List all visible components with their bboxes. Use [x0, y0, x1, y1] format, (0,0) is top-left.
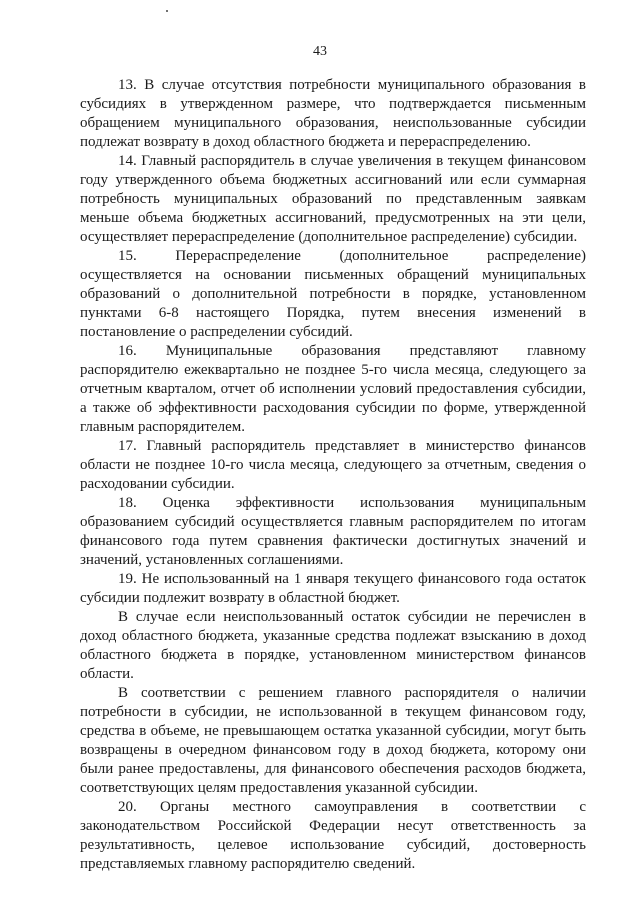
- paragraph-17: 17. Главный распорядитель представляет в министерство финансов области не позднее 10-го числа месяца, следующего за отчетным, сведения о расходовании субсидии.: [80, 438, 586, 492]
- paragraph-20: 20. Органы местного самоуправления в соответствии с законодательством Российской Федерации несут ответственность за результативность, целевое использование субсидий, достоверность представляемых главному распорядителю сведений.: [80, 799, 586, 872]
- scan-speck: [166, 10, 168, 12]
- paragraph-19: 19. Не использованный на 1 января текущего финансового года остаток субсидии подлежит возврату в областной бюджет.: [80, 571, 586, 606]
- paragraph-13: 13. В случае отсутствия потребности муниципального образования в субсидиях в утвержденном размере, что подтверждается письменным обращением муниципального образования, неиспользованные субсидии подлежат возврату в доход областного бюджета и перераспределению.: [80, 77, 586, 150]
- paragraph-14: 14. Главный распорядитель в случае увеличения в текущем финансовом году утвержденного объема бюджетных ассигнований или если суммарная потребность муниципальных образований по представленным заявкам меньше объема бюджетных ассигнований, предусмотренных на эти цели, осуществляет перераспределение (дополнительное распределение) субсидии.: [80, 153, 586, 245]
- paragraph-16: 16. Муниципальные образования представляют главному распорядителю ежеквартально не позднее 5-го числа месяца, следующего за отчетным кварталом, отчет об исполнении условий предоставления субсидии, а также об эффективности расходования субсидии по форме, утвержденной главным распорядителем.: [80, 343, 586, 435]
- paragraph-15: 15. Перераспределение (дополнительное распределение) осуществляется на основании письменных обращений муниципальных образований о дополнительной потребности в порядке, установленном пунктами 6-8 настоящего Порядка, путем внесения изменений в постановление о распределении субсидий.: [80, 248, 586, 340]
- document-body: [80, 76, 586, 874]
- paragraph-19-unreturned-balance: В случае если неиспользованный остаток субсидии не перечислен в доход областного бюджета, указанные средства подлежат взысканию в доход областного бюджета в порядке, установленном министерством финансов области.: [80, 609, 586, 682]
- paragraph-19-reallocation: В соответствии с решением главного распорядителя о наличии потребности в субсидии, не использованной в текущем финансовом году, средства в объеме, не превышающем остатка указанной субсидии, могут быть возвращены в очередном финансовом году в доход бюджета, которому они были ранее предоставлены, для финансового обеспечения расходов бюджета, соответствующих целям предоставления указанной субсидии.: [80, 685, 586, 796]
- page-number: 43: [313, 44, 327, 59]
- paragraph-18: 18. Оценка эффективности использования муниципальным образованием субсидий осуществляется главным распорядителем по итогам финансового года путем сравнения фактически достигнутых значений и значений, установленных соглашениями.: [80, 495, 586, 568]
